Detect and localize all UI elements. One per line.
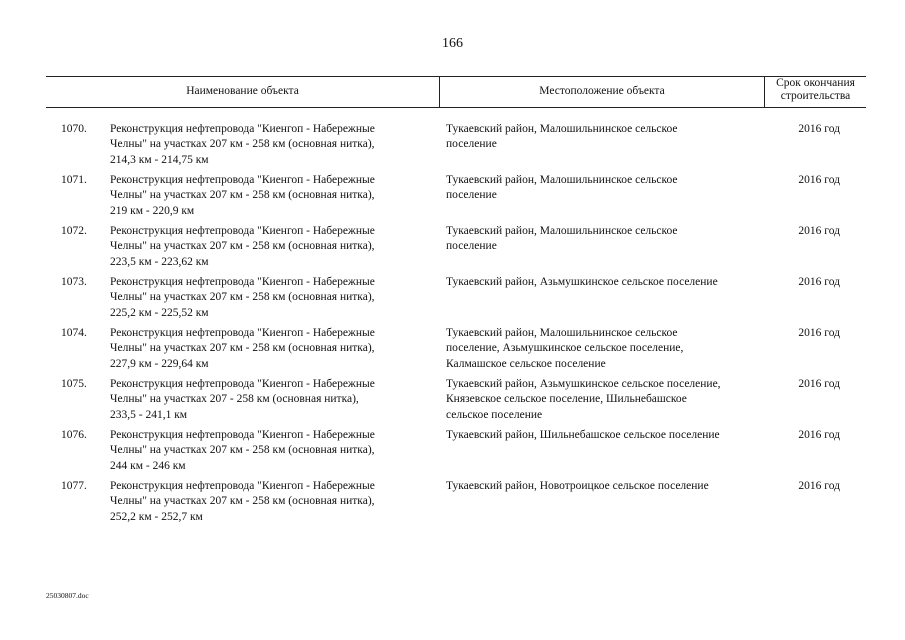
object-name-line: 223,5 км - 223,62 км bbox=[110, 255, 209, 268]
object-location-line: Тукаевский район, Азьмушкинское сельское поселение bbox=[446, 276, 718, 288]
object-name-line: Реконструкция нефтепровода "Киенгоп - Набережные bbox=[110, 327, 375, 339]
table-row bbox=[0, 428, 905, 479]
object-location-line: сельское поселение bbox=[446, 408, 543, 421]
object-name-line: 233,5 - 241,1 км bbox=[110, 408, 188, 421]
object-name-line: Челны" на участках 207 км - 258 км (основная нитка), bbox=[110, 138, 375, 151]
object-name-line: Челны" на участках 207 км - 258 км (основная нитка), bbox=[110, 495, 375, 508]
column-header-term-line: Срок окончания bbox=[776, 77, 855, 89]
column-header-term bbox=[765, 77, 866, 103]
object-location bbox=[446, 326, 764, 372]
row-number: 1075. bbox=[61, 378, 87, 390]
table-row bbox=[0, 377, 905, 428]
column-header-location: Местоположение объекта bbox=[539, 85, 665, 97]
object-name bbox=[110, 122, 432, 168]
object-name bbox=[110, 173, 432, 219]
object-name-line: Челны" на участках 207 - 258 км (основная нитка), bbox=[110, 393, 359, 406]
object-location-line: Тукаевский район, Новотроицкое сельское поселение bbox=[446, 480, 709, 492]
object-name bbox=[110, 224, 432, 270]
object-name-line: 219 км - 220,9 км bbox=[110, 204, 195, 217]
table-header-top-rule bbox=[46, 76, 866, 77]
file-name-footer: 25030807.doc bbox=[46, 591, 89, 600]
object-name-line: Реконструкция нефтепровода "Киенгоп - Набережные bbox=[110, 225, 375, 237]
object-location bbox=[446, 173, 764, 204]
row-number: 1072. bbox=[61, 225, 87, 237]
object-name-line: Реконструкция нефтепровода "Киенгоп - Набережные bbox=[110, 480, 375, 492]
object-location-line: поселение, Азьмушкинское сельское поселение, bbox=[446, 342, 684, 355]
object-location-line: Тукаевский район, Азьмушкинское сельское поселение, bbox=[446, 378, 721, 390]
object-location-line: Тукаевский район, Малошильнинское сельское bbox=[446, 174, 678, 186]
object-name bbox=[110, 275, 432, 321]
object-location bbox=[446, 479, 764, 494]
table-row bbox=[0, 224, 905, 275]
table-row bbox=[0, 122, 905, 173]
completion-term: 2016 год bbox=[798, 174, 840, 186]
object-location bbox=[446, 122, 764, 153]
object-location-line: Тукаевский район, Шильнебашское сельское поселение bbox=[446, 429, 720, 441]
row-number: 1077. bbox=[61, 480, 87, 492]
object-location-line: поселение bbox=[446, 138, 497, 151]
object-location-line: Тукаевский район, Малошильнинское сельское bbox=[446, 225, 678, 237]
completion-term: 2016 год bbox=[798, 225, 840, 237]
object-name-line: Челны" на участках 207 км - 258 км (основная нитка), bbox=[110, 240, 375, 253]
object-name-line: 227,9 км - 229,64 км bbox=[110, 357, 209, 370]
object-name-line: Челны" на участках 207 км - 258 км (основная нитка), bbox=[110, 189, 375, 202]
object-location-line: поселение bbox=[446, 240, 497, 253]
object-name bbox=[110, 377, 432, 423]
object-location-line: Калмашское сельское поселение bbox=[446, 357, 606, 370]
completion-term: 2016 год bbox=[798, 480, 840, 492]
table-row bbox=[0, 275, 905, 326]
row-number: 1076. bbox=[61, 429, 87, 441]
object-name-line: Челны" на участках 207 км - 258 км (основная нитка), bbox=[110, 342, 375, 355]
table-row bbox=[0, 479, 905, 530]
completion-term: 2016 год bbox=[798, 123, 840, 135]
row-number: 1074. bbox=[61, 327, 87, 339]
completion-term: 2016 год bbox=[798, 276, 840, 288]
object-name-line: 252,2 км - 252,7 км bbox=[110, 510, 203, 523]
object-name-line: Реконструкция нефтепровода "Киенгоп - Набережные bbox=[110, 276, 375, 288]
object-name-line: Реконструкция нефтепровода "Киенгоп - Набережные bbox=[110, 174, 375, 186]
object-name bbox=[110, 479, 432, 525]
object-location-line: Тукаевский район, Малошильнинское сельское bbox=[446, 327, 678, 339]
object-name-line: Челны" на участках 207 км - 258 км (основная нитка), bbox=[110, 444, 375, 457]
object-location-line: Князевское сельское поселение, Шильнебашское bbox=[446, 393, 687, 406]
object-location bbox=[446, 275, 764, 290]
completion-term: 2016 год bbox=[798, 378, 840, 390]
object-name bbox=[110, 326, 432, 372]
object-location-line: Тукаевский район, Малошильнинское сельское bbox=[446, 123, 678, 135]
object-name-line: Реконструкция нефтепровода "Киенгоп - Набережные bbox=[110, 123, 375, 135]
row-number: 1073. bbox=[61, 276, 87, 288]
object-name-line: 244 км - 246 км bbox=[110, 459, 186, 472]
table-header-bottom-rule bbox=[46, 107, 866, 108]
row-number: 1071. bbox=[61, 174, 87, 186]
row-number: 1070. bbox=[61, 123, 87, 135]
object-location bbox=[446, 224, 764, 255]
completion-term: 2016 год bbox=[798, 429, 840, 441]
completion-term: 2016 год bbox=[798, 327, 840, 339]
object-name-line: Челны" на участках 207 км - 258 км (основная нитка), bbox=[110, 291, 375, 304]
object-name-line: 225,2 км - 225,52 км bbox=[110, 306, 209, 319]
table-row bbox=[0, 326, 905, 377]
object-location-line: поселение bbox=[446, 189, 497, 202]
column-header-name: Наименование объекта bbox=[186, 85, 299, 97]
object-location bbox=[446, 428, 764, 443]
object-location bbox=[446, 377, 764, 423]
object-name-line: 214,3 км - 214,75 км bbox=[110, 153, 209, 166]
table-row bbox=[0, 173, 905, 224]
object-name-line: Реконструкция нефтепровода "Киенгоп - Набережные bbox=[110, 378, 375, 390]
object-name-line: Реконструкция нефтепровода "Киенгоп - Набережные bbox=[110, 429, 375, 441]
table-body bbox=[0, 122, 905, 530]
object-name bbox=[110, 428, 432, 474]
column-header-term-line: строительства bbox=[780, 90, 851, 102]
page-number: 166 bbox=[442, 36, 463, 51]
